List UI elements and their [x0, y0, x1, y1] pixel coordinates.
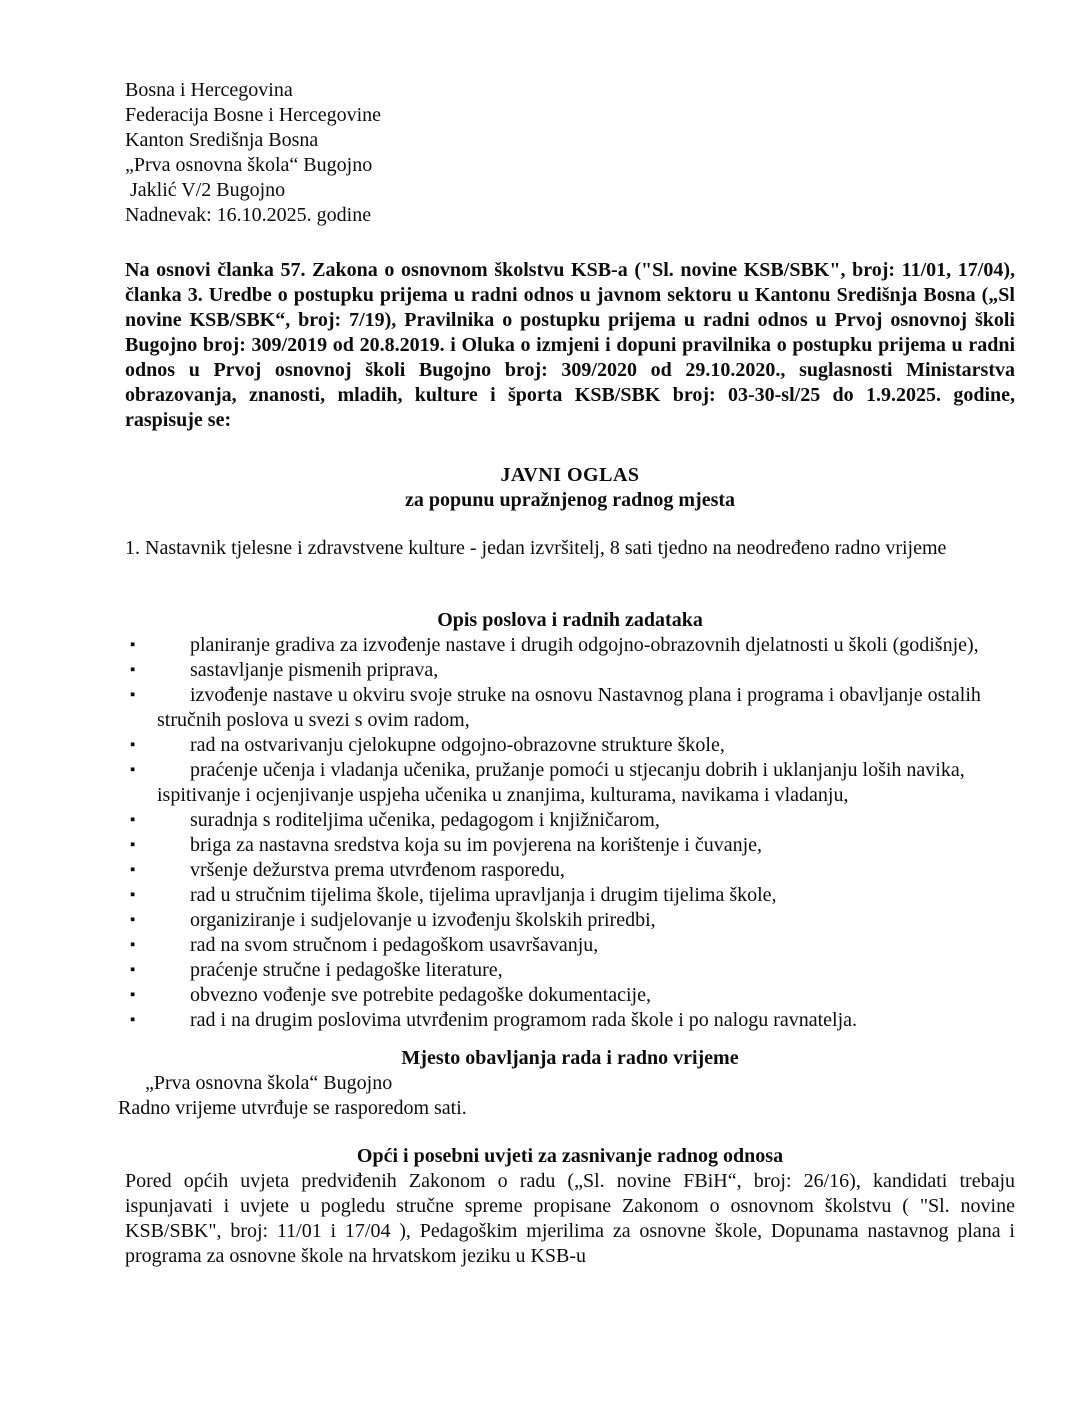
duty-item-text: organiziranje i sudjelovanje u izvođenju školskih priredbi, — [190, 909, 656, 931]
letterhead — [125, 78, 1015, 228]
letterhead-line-date: Nadnevak: 16.10.2025. godine — [125, 204, 372, 226]
bullet-square-icon: ▪ — [130, 1012, 136, 1028]
bullet-square-icon: ▪ — [130, 887, 136, 903]
bullet-square-icon: ▪ — [130, 637, 136, 653]
letterhead-line-canton: Kanton Središnja Bosna — [125, 129, 319, 151]
duty-item — [125, 858, 1015, 883]
duty-item — [125, 958, 1015, 983]
duty-item-text: suradnja s roditeljima učenika, pedagogom i knjižničarom, — [190, 809, 660, 831]
letterhead-line-school: „Prva osnovna škola“ Bugojno — [125, 154, 373, 176]
bullet-square-icon: ▪ — [130, 987, 136, 1003]
duty-item-text: izvođenje nastave u okviru svoje struke na osnovu Nastavnog plana i programa i obavljanje ostalih stručnih poslova u svezi s ovim radom, — [157, 684, 981, 731]
duty-item — [125, 758, 1015, 808]
duty-item-text: praćenje stručne i pedagoške literature, — [190, 959, 503, 981]
bullet-square-icon: ▪ — [130, 812, 136, 828]
document-subtitle: za popunu upražnjenog radnog mjesta — [404, 489, 736, 511]
duty-item-text: praćenje učenja i vladanja učenika, pružanje pomoći u stjecanju dobrih i uklanjanju loših navika, ispitivanje i ocjenjivanje uspjeha učenika u znanjima, kulturama, navikama i vladanju, — [157, 759, 965, 806]
duty-item-text: rad i na drugim poslovima utvrđenim programom rada škole i po nalogu ravnatelja. — [190, 1009, 858, 1031]
duty-item-text: obvezno vođenje sve potrebite pedagoške dokumentacije, — [190, 984, 651, 1006]
duty-item-text: rad u stručnim tijelima škole, tijelima upravljanja i drugim tijelima škole, — [190, 884, 777, 906]
conditions-paragraph: Pored općih uvjeta predviđenih Zakonom o radu („Sl. novine FBiH“, broj: 26/16), kandidati trebaju ispunjavati i uvjete u pogledu stručne spreme propisane Zakonom o osnovnom školstvu ( "Sl. novine KSB/SBK", broj: 11/01 i 17/04 ), Pedagoškim mjerilima za osnovne škole, Dopunama nastavnog plana i programa za osnovne škole na hrvatskom jeziku u KSB-u — [125, 1170, 1015, 1267]
duties-list — [125, 633, 1015, 1033]
duty-item — [125, 908, 1015, 933]
duty-item — [125, 733, 1015, 758]
duty-item — [125, 833, 1015, 858]
letterhead-line-country: Bosna i Hercegovina — [125, 79, 293, 101]
conditions-heading: Opći i posebni uvjeti za zasnivanje radnog odnosa — [356, 1145, 784, 1167]
duty-item — [125, 983, 1015, 1008]
duty-item — [125, 683, 1015, 733]
duty-item — [125, 883, 1015, 908]
duty-item — [125, 658, 1015, 683]
location-heading: Mjesto obavljanja rada i radno vrijeme — [401, 1047, 739, 1069]
duty-item-text: rad na ostvarivanju cjelokupne odgojno-obrazovne strukture škole, — [190, 734, 725, 756]
bullet-square-icon: ▪ — [130, 687, 136, 703]
duty-item — [125, 1008, 1015, 1033]
bullet-square-icon: ▪ — [130, 862, 136, 878]
bullet-square-icon: ▪ — [130, 837, 136, 853]
title-block — [125, 463, 1015, 513]
location-school-line: „Prva osnovna škola“ Bugojno — [145, 1072, 393, 1094]
bullet-square-icon: ▪ — [130, 737, 136, 753]
vacancy-line: 1. Nastavnik tjelesne i zdravstvene kulture - jedan izvršitelj, 8 sati tjedno na neodređeno radno vrijeme — [125, 537, 947, 559]
duty-item-text: briga za nastavna sredstva koja su im povjerena na korištenje i čuvanje, — [190, 834, 763, 856]
duty-item-text: vršenje dežurstva prema utvrđenom rasporedu, — [190, 859, 565, 881]
bullet-square-icon: ▪ — [130, 662, 136, 678]
document-title: JAVNI OGLAS — [500, 464, 640, 486]
duty-item — [125, 933, 1015, 958]
intro-paragraph: Na osnovi članka 57. Zakona o osnovnom školstvu KSB-a ("Sl. novine KSB/SBK", broj: 11/01, 17/04), članka 3. Uredbe o postupku prijema u radni odnos u javnom sektoru u Kantonu Središnja Bosna („Sl novine KSB/SBK“, broj: 7/19), Pravilnika o postupku prijema u radni odnos u Prvoj osnovnoj školi Bugojno broj: 309/2019 od 20.8.2019. i Oluka o izmjeni i dopuni pravilnika o postupku prijema u radni odnos u Prvoj osnovnoj školi Bugojno broj: 309/2020 od 29.10.2020., suglasnosti Ministarstva obrazovanja, znanosti, mladih, kulture i športa KSB/SBK broj: 03-30-sl/25 do 1.9.2025. godine, raspisuje se: — [125, 259, 1015, 431]
duties-heading: Opis poslova i radnih zadataka — [437, 609, 703, 631]
letterhead-line-address: Jaklić V/2 Bugojno — [125, 179, 286, 201]
duty-item — [125, 808, 1015, 833]
bullet-square-icon: ▪ — [130, 912, 136, 928]
location-hours-line: Radno vrijeme utvrđuje se rasporedom sati. — [118, 1097, 467, 1119]
duty-item-text: sastavljanje pismenih priprava, — [190, 659, 439, 681]
duty-item-text: planiranje gradiva za izvođenje nastave i drugih odgojno-obrazovnih djelatnosti u školi (godišnje), — [190, 634, 979, 656]
duty-item-text: rad na svom stručnom i pedagoškom usavršavanju, — [190, 934, 599, 956]
bullet-square-icon: ▪ — [130, 762, 136, 778]
bullet-square-icon: ▪ — [130, 937, 136, 953]
duty-item — [125, 633, 1015, 658]
bullet-square-icon: ▪ — [130, 962, 136, 978]
letterhead-line-federation: Federacija Bosne i Hercegovine — [125, 104, 382, 126]
